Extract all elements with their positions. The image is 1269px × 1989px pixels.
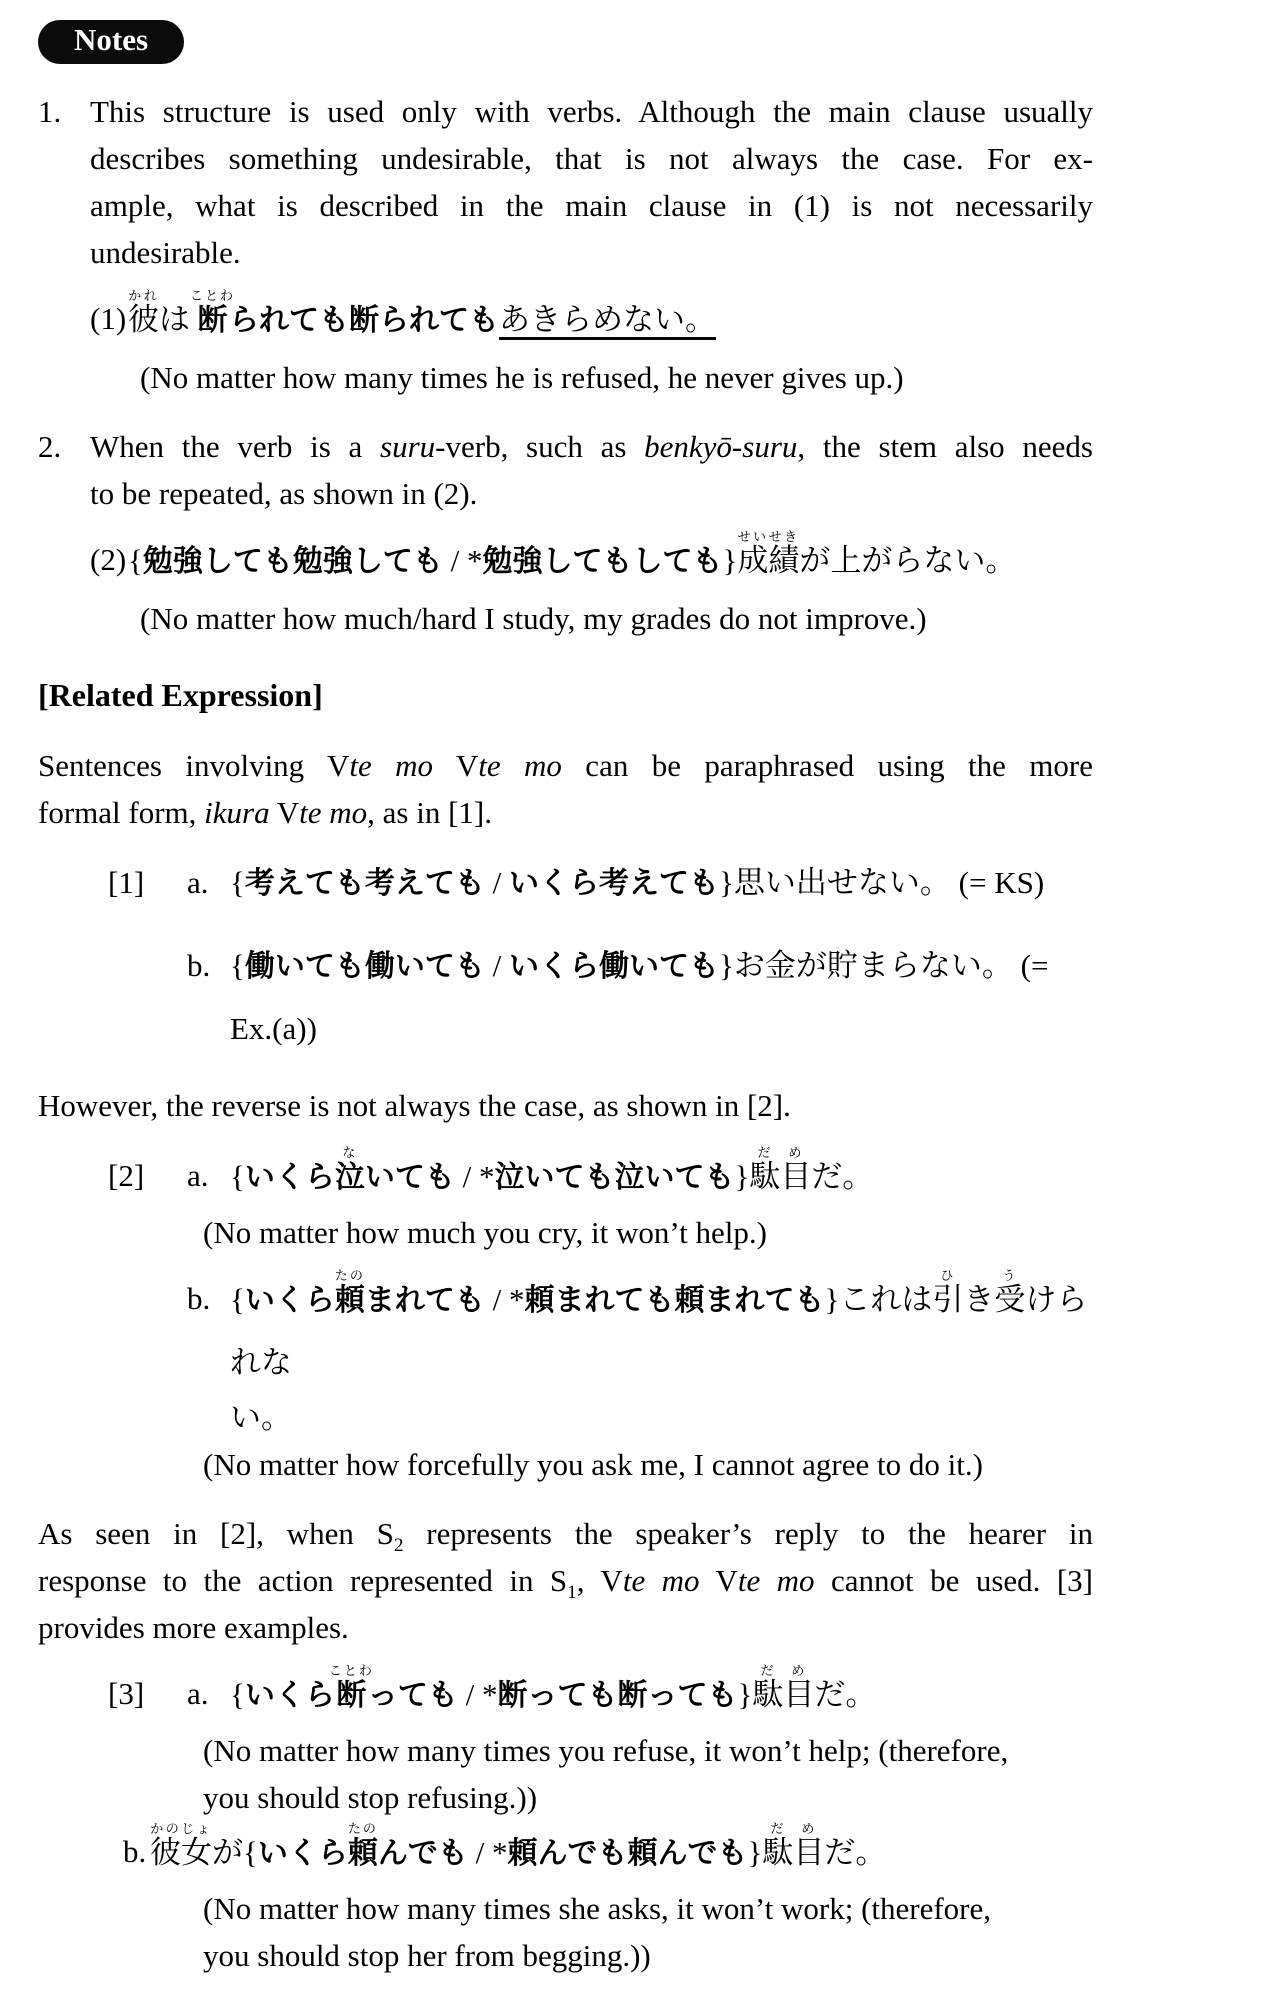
example-japanese: 彼かれは断ことわられても断られてもあきらめない。: [128, 288, 716, 338]
example-japanese: {勉強しても勉強しても / *勉強してもしても}成績せいせきが上がらない。: [128, 529, 1017, 579]
example-japanese: {いくら泣ないても / *泣いても泣いても}駄目だめだ。: [230, 1145, 874, 1195]
example-translation: (No matter how many times she asks, it won’t work; (therefore, you should stop her from begging.)): [203, 1891, 992, 1973]
notes-badge: [38, 20, 184, 64]
s2-reply-paragraph: As seen in [2], when $S_2$ represents the speaker’s reply to the hearer in response to the action represented in $S_1$, Vte mo Vte mo cannot be used. [3] provides more examples.: [38, 1516, 1094, 1645]
note-item-2: [38, 423, 1093, 642]
bracket-example-3b: [123, 1821, 1093, 1885]
example-translation: (No matter how many times you refuse, it won’t help; (therefore, you should stop refusing.)): [203, 1733, 1009, 1815]
however-paragraph: However, the reverse is not always the case, as shown in [2].: [38, 1088, 791, 1123]
note-number: 1.: [38, 94, 62, 129]
example-translation: (No matter how much you cry, it won’t help.): [203, 1215, 767, 1250]
note-item-1: [38, 88, 1093, 401]
example-label: (1): [90, 301, 127, 336]
example-japanese: {いくら断ことわっても / *断っても断っても}駄目だめだ。: [230, 1663, 877, 1713]
bracket-example-2a: [108, 1145, 1093, 1209]
item-letter: a.: [187, 865, 209, 900]
example-1: [90, 288, 1093, 352]
bracket-example-1b: [187, 935, 1093, 1060]
notes-badge-label: Notes: [74, 22, 149, 57]
item-letter: a.: [187, 1676, 209, 1711]
item-letter: b.: [187, 948, 211, 983]
related-expression-heading: [Related Expression]: [38, 677, 323, 713]
note-paragraph: This structure is used only with verbs. Although the main clause usually describes something undesirable, that is not always the case. For ex- ample, what is described in the main clause in (1) is not necessarily undesirable.: [90, 94, 1093, 270]
bracket-label: [3]: [108, 1676, 145, 1711]
bracket-label: [1]: [108, 865, 145, 900]
example-translation: (No matter how forcefully you ask me, I cannot agree to do it.): [203, 1447, 983, 1482]
related-intro-paragraph: Sentences involving Vte mo Vte mo can be paraphrased using the more formal form, ikura Vte mo, as in [1].: [38, 748, 1094, 830]
example-translation: (No matter how much/hard I study, my grades do not improve.): [140, 601, 927, 636]
note-body: [90, 88, 1093, 401]
example-japanese: {いくら頼たのまれても / *頼まれても頼まれても}これは引ひき受うけられな い。: [230, 1268, 1088, 1435]
example-translation: (No matter how many times he is refused, he never gives up.): [140, 360, 904, 395]
example-label: (2): [90, 542, 127, 577]
example-japanese: {働いても働いても / いくら働いても}お金が貯まらない。 (= Ex.(a)): [230, 948, 1049, 1046]
item-letter: b.: [123, 1834, 147, 1869]
item-letter: a.: [187, 1158, 209, 1193]
bracket-example-3a: [108, 1663, 1093, 1727]
note-paragraph: When the verb is a suru-verb, such as benkyō-suru, the stem also needs to be repeated, as shown in (2).: [90, 429, 1093, 511]
example-2: [90, 529, 1093, 593]
bracket-label: [2]: [108, 1158, 145, 1193]
item-letter: b.: [187, 1281, 211, 1316]
example-japanese: 彼女かのじょが{いくら頼たのんでも / *頼んでも頼んでも}駄目だめだ。: [150, 1821, 887, 1871]
bracket-example-2b: [187, 1268, 1093, 1441]
note-body: [90, 423, 1093, 642]
bracket-example-1a: [108, 852, 1093, 915]
note-number: 2.: [38, 429, 62, 464]
example-japanese: {考えても考えても / いくら考えても}思い出せない。 (= KS): [230, 865, 1045, 901]
